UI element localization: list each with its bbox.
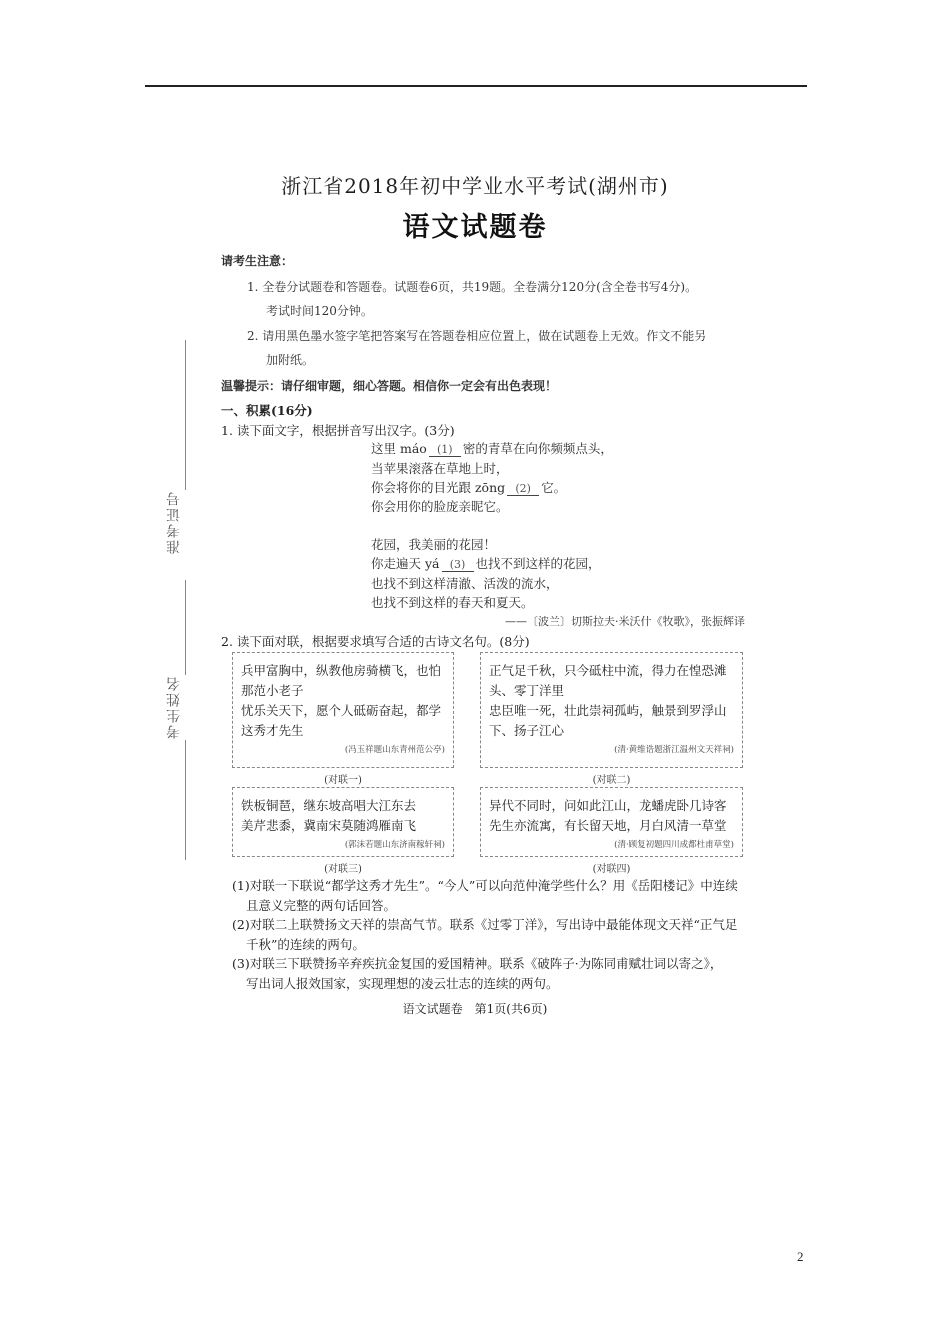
poem-line-8: 也找不到这样的春天和夏天。 (371, 595, 534, 610)
couplet-1-source: (冯玉祥题山东青州范公亭) (344, 745, 445, 755)
poem-line-3b: 它。 (541, 480, 567, 495)
couplet-box-4 (480, 787, 743, 857)
name-label: 考生姓名 (166, 675, 182, 739)
notice-item2-cont: 加附纸。 (266, 353, 315, 367)
couplet-1-line-3: 忧乐关天下，愿个人砥砺奋起，都学 (241, 703, 442, 718)
notice-item1-cont: 考试时间120分钟。 (266, 304, 373, 318)
blank-3: (3) (442, 558, 474, 572)
couplet-box-1 (232, 652, 454, 768)
poem-attribution: ——〔波兰〕切斯拉夫·米沃什《牧歌》，张振辉译 (505, 615, 745, 628)
subq-2-cont: 千秋”的连续的两句。 (246, 937, 365, 952)
notice-heading: 请考生注意： (221, 254, 294, 268)
poem-line-2: 当苹果滚落在草地上时， (371, 461, 509, 476)
exam-title: 浙江省2018年初中学业水平考试(湖州市) (281, 174, 669, 198)
couplet-3-line-2: 美芹悲黍，冀南宋莫随鸿雁南飞 (241, 818, 417, 833)
subq-1-cont: 且意义完整的两句话回答。 (246, 898, 397, 913)
binding-line-bottom (185, 740, 186, 860)
blank-1: (1) (429, 443, 461, 457)
binding-line-middle (185, 580, 186, 675)
couplet-3-source: (郭沫若题山东济南稼轩祠) (344, 840, 445, 850)
subq-3-cont: 写出词人报效国家，实现理想的凌云壮志的连续的两句。 (246, 976, 559, 991)
subq-1: (1)对联一下联说“都学这秀才先生”。“今人”可以向范仲淹学些什么？用《岳阳楼记》中连续 (232, 878, 738, 893)
exam-id-label: 准考证号 (166, 490, 182, 554)
notice-tip: 温馨提示：请仔细审题，细心答题。相信你一定会有出色表现！ (221, 379, 558, 393)
couplet-4-line-1: 异代不同时，问如此江山，龙蟠虎卧几诗客 (489, 798, 727, 813)
binding-line-top (185, 340, 186, 490)
poem-line-3 (371, 478, 566, 496)
section-heading: 一、积累(16分) (221, 403, 313, 418)
couplet-2-line-2: 头、零丁洋里 (489, 683, 565, 698)
couplet-4-source: (清·顾复初题四川成都杜甫草堂) (614, 840, 734, 850)
couplet-3-caption: (对联三) (324, 864, 362, 875)
paper-subtitle: 语文试题卷 (402, 212, 548, 243)
couplet-2-line-3: 忠臣唯一死，壮此崇祠孤屿，触景到罗浮山 (489, 703, 727, 718)
poem-line-6b: 也找不到这样的花园， (475, 556, 601, 571)
couplet-4-line-2: 先生亦流寓，有长留天地，月白风清一草堂 (489, 818, 727, 833)
poem-line-7: 也找不到这样清澈、活泼的流水， (371, 576, 559, 591)
couplet-2-line-1: 正气足千秋，只今砥柱中流，得力在惶恐滩 (489, 663, 727, 678)
poem-line-1b: 密的青草在向你频频点头， (462, 441, 613, 456)
blank-2: (2) (507, 482, 539, 496)
poem-line-6 (371, 554, 601, 572)
page-footer: 语文试题卷 第1页(共6页) (402, 1002, 548, 1016)
couplet-2-line-4: 下、扬子江心 (489, 723, 565, 738)
couplet-1-line-4: 这秀才先生 (241, 723, 304, 738)
q1-prompt: 1. 读下面文字，根据拼音写出汉字。(3分) (221, 423, 455, 438)
poem-line-1 (371, 439, 613, 457)
couplet-1-caption: (对联一) (324, 775, 362, 786)
couplet-3-line-1: 铁板铜琶，继东坡高唱大江东去 (241, 798, 417, 813)
page-number: 2 (797, 1249, 804, 1264)
couplet-1-line-2: 那范小老子 (241, 683, 304, 698)
subq-3: (3)对联三下联赞扬辛弃疾抗金复国的爱国精神。联系《破阵子·为陈同甫赋壮词以寄之》， (232, 956, 723, 971)
notice-item1: 1. 全卷分试题卷和答题卷。试题卷6页，共19题。全卷满分120分(含全卷书写4分)。 (247, 280, 698, 294)
q2-prompt: 2. 读下面对联，根据要求填写合适的古诗文名句。(8分) (221, 634, 530, 649)
poem-line-6a: 你走遍天 yá (371, 556, 440, 571)
couplet-box-3 (232, 787, 454, 857)
poem-line-5: 花园，我美丽的花园！ (371, 537, 497, 552)
poem-line-3a: 你会将你的目光跟 zōng (371, 480, 506, 495)
couplet-4-caption: (对联四) (592, 864, 631, 875)
poem-line-1a: 这里 máo (371, 441, 427, 456)
poem-line-4: 你会用你的脸庞亲昵它。 (371, 499, 509, 514)
couplet-2-source: (清·黄维诰题浙江温州文天祥祠) (614, 745, 734, 755)
couplet-1-line-1: 兵甲富胸中，纵教他房骑横飞，也怕 (241, 663, 442, 678)
subq-2: (2)对联二上联赞扬文天祥的崇高气节。联系《过零丁洋》，写出诗中最能体现文天祥“正气足 (232, 917, 738, 932)
top-rule (145, 85, 807, 87)
couplet-box-2 (480, 652, 743, 768)
couplet-2-caption: (对联二) (592, 775, 631, 786)
notice-item2: 2. 请用黑色墨水签字笔把答案写在答题卷相应位置上，做在试题卷上无效。作文不能另 (247, 329, 707, 343)
